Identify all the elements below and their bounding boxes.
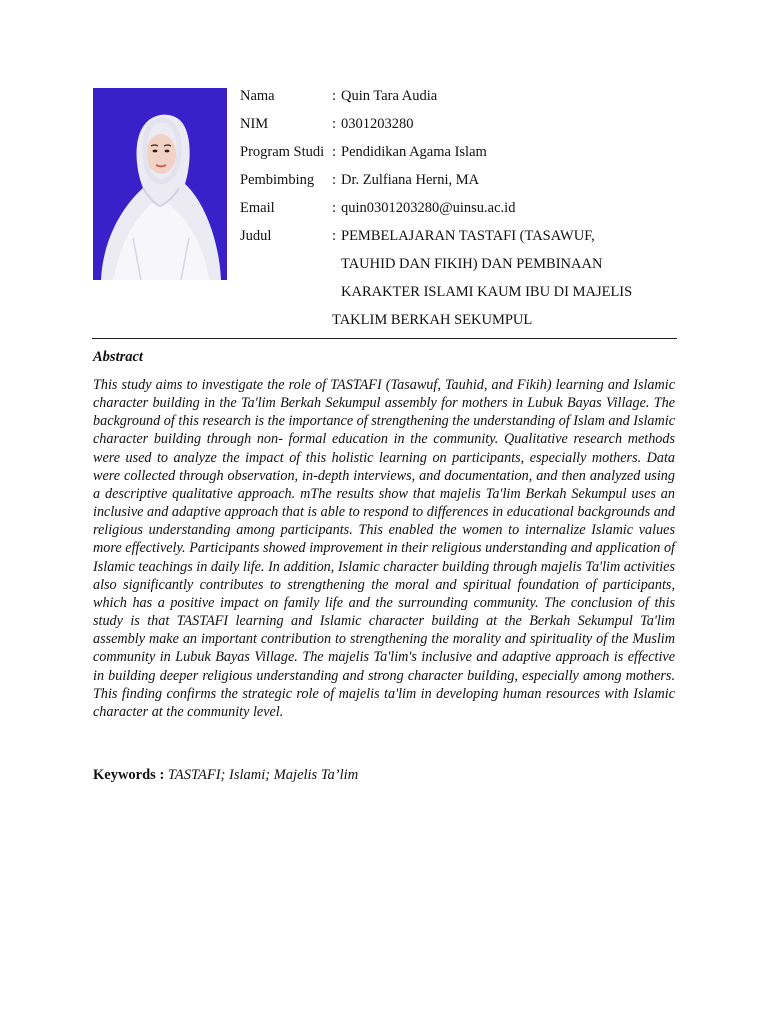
keywords-label: Keywords :: [93, 767, 165, 783]
info-separator: :: [332, 144, 337, 160]
study-program: Pendidikan Agama Islam: [341, 144, 487, 160]
info-row-name: [240, 86, 680, 114]
supervisor-name: Dr. Zulfiana Herni, MA: [341, 172, 480, 188]
keywords-value: TASTAFI; Islami; Majelis Ta’lim: [167, 767, 359, 783]
info-row-email: [240, 198, 680, 226]
thesis-title-line: TAKLIM BERKAH SEKUMPUL: [332, 312, 533, 328]
info-row-supervisor: [240, 170, 680, 198]
thesis-title-line: KARAKTER ISLAMI KAUM IBU DI MAJELIS: [341, 284, 633, 300]
keywords: [93, 765, 358, 785]
info-label: Pembimbing: [240, 172, 315, 188]
info-separator: :: [332, 88, 337, 104]
info-row-program: [240, 142, 680, 170]
header-divider: [92, 338, 677, 339]
info-label: NIM: [240, 116, 269, 132]
info-label: Nama: [240, 88, 275, 104]
info-row-title: [240, 226, 680, 328]
email-address: quin0301203280@uinsu.ac.id: [341, 200, 516, 216]
info-separator: :: [332, 116, 337, 132]
info-row-nim: [240, 114, 680, 142]
info-separator: :: [332, 172, 337, 188]
info-separator: :: [332, 228, 337, 244]
student-nim: 0301203280: [341, 116, 414, 132]
info-label: Email: [240, 200, 275, 216]
student-name: Quin Tara Audia: [341, 88, 438, 104]
info-separator: :: [332, 200, 337, 216]
thesis-title-line: TAUHID DAN FIKIH) DAN PEMBINAAN: [341, 256, 603, 272]
abstract-heading: Abstract: [93, 349, 143, 365]
thesis-title-line: PEMBELAJARAN TASTAFI (TASAWUF,: [341, 228, 595, 244]
thesis-title: [332, 226, 633, 338]
portrait-photo-icon: [93, 88, 227, 280]
student-info: [240, 86, 680, 328]
portrait-photo: [93, 88, 227, 280]
info-label: Judul: [240, 228, 272, 244]
abstract-body: This study aims to investigate the role of TASTAFI (Tasawuf, Tauhid, and Fikih) learning and Islamic character building in the Ta'lim Berkah Sekumpul assembly for mothers in Lubuk Bayas Village. The background of this research is the importance of strengthening the understanding of Islam and Islamic character building through non- formal education in the community. Qualitative research methods were used to analyze the impact of this holistic learning on participants, especially mothers. Data were collected through observation, in-depth interviews, and documentation, and then analyzed using a descriptive qualitative approach. mThe results show that majelis Ta'lim Berkah Sekumpul uses an inclusive and adaptive approach that is able to respond to differences in educational backgrounds and religious understanding among participants. This enabled the women to internalize Islamic values more effectively. Participants showed improvement in their religious understanding and application of Islamic teachings in daily life. In addition, Islamic character building through majelis Ta'lim activities also significantly contributes to strengthening the moral and spiritual foundation of participants, which has a positive impact on family life and the surrounding community. The conclusion of this study is that TASTAFI learning and Islamic character building at the Berkah Sekumpul Ta'lim assembly make an important contribution to strengthening the morality and spirituality of the Muslim community in Lubuk Bayas Village. The majelis Ta'lim's inclusive and adaptive approach is effective in building deeper religious understanding and strong character building, especially among mothers. This finding confirms the strategic role of majelis ta'lim in developing human resources with Islamic character at the community level.: [93, 377, 675, 720]
info-label: Program Studi: [240, 144, 325, 160]
